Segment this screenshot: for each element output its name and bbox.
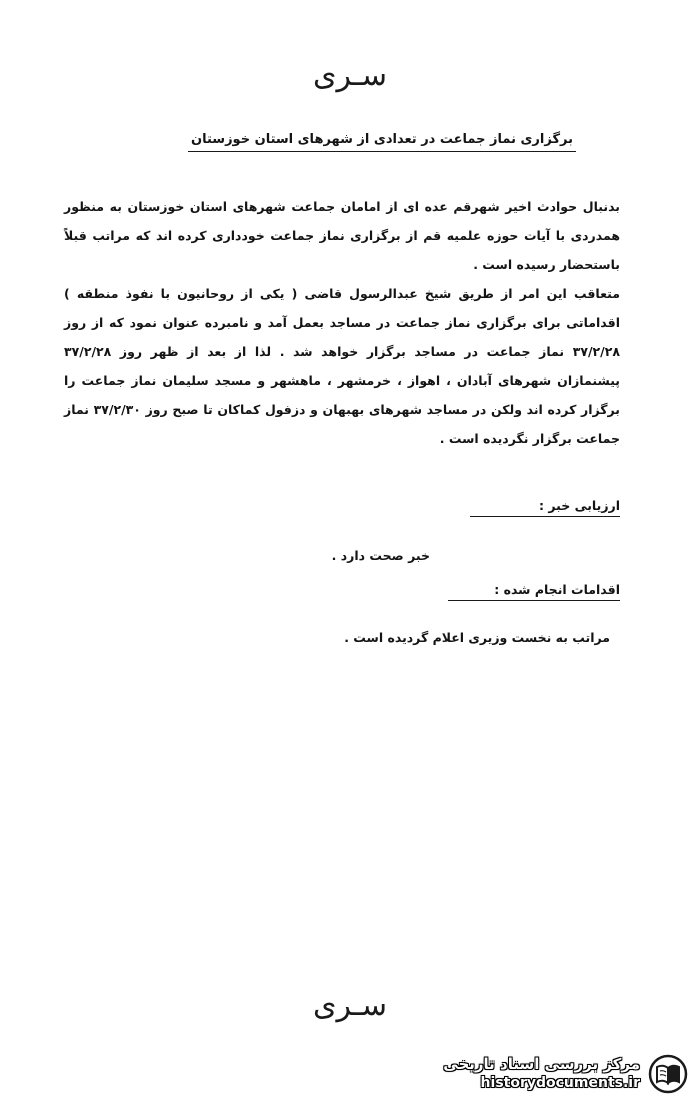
evaluation-heading: ارزیابی خبر :: [470, 498, 620, 517]
book-logo-icon: [648, 1054, 688, 1094]
paragraph-2: متعاقب این امر از طریق شیخ عبدالرسول قاضی ( یکی از روحانیون با نفوذ منطقه ) اقداماتی برای برگزاری نماز جماعت در مساجد بعمل آمد و نامبرده عنوان نمود که از روز ۳۷/۲/۲۸ نماز جماعت در مساجد برگزار خواهد شد . لذا از بعد از ظهر روز ۳۷/۲/۲۸ پیشنمازان شهرهای آبادان ، اهواز ، خرمشهر ، ماهشهر و مسجد سلیمان نماز جماعت را برگزار کرده اند ولکن در مساجد شهرهای بهبهان و دزفول کماکان تا صبح روز ۳۷/۲/۳۰ نماز جماعت برگزار نگردیده است .: [64, 286, 620, 446]
document-body: [64, 192, 620, 453]
watermark-text: [443, 1055, 640, 1093]
evaluation-text: خبر صحت دارد .: [331, 548, 430, 563]
document-subject: برگزاری نماز جماعت در تعدادی از شهرهای استان خوزستان: [188, 132, 576, 152]
watermark-url: historydocuments.ir: [480, 1075, 640, 1091]
actions-text: مراتب به نخست وزیری اعلام گردیده است .: [344, 630, 610, 645]
classification-bottom: سـری: [313, 988, 387, 1023]
watermark-org-name: مرکز بررسی اسناد تاریخی: [443, 1055, 640, 1073]
watermark-footer: [443, 1054, 688, 1094]
actions-heading: اقدامات انجام شده :: [448, 582, 620, 601]
classification-top: سـری: [313, 58, 387, 93]
paragraph-1: بدنبال حوادث اخیر شهرقم عده ای از امامان جماعت شهرهای استان خوزستان به منظور همدردی با آیات حوزه علمیه قم از برگزاری نماز جماعت خودداری کرده اند که مراتب قبلاً باستحضار رسیده است .: [64, 199, 620, 272]
